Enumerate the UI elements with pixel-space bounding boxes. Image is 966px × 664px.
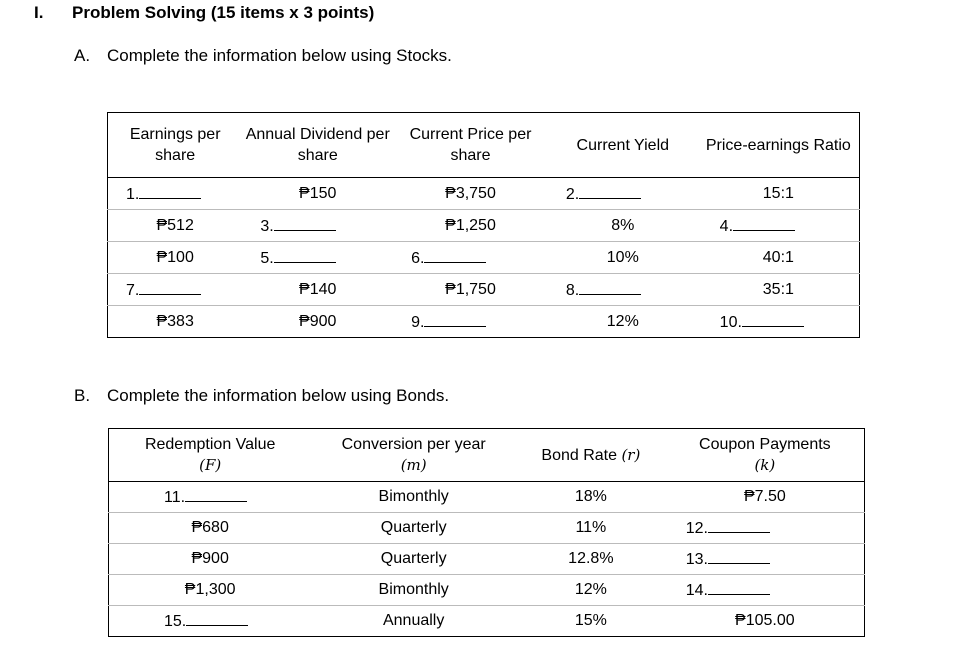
table-cell: 18% [516,482,666,513]
header-pe-ratio: Price-earnings Ratio [698,113,860,178]
table-row [109,544,865,575]
table-cell: ₱150 [242,178,393,210]
header-label: Bond Rate [541,446,617,464]
answer-blank [242,242,393,274]
answer-blank [548,178,698,210]
answer-blank [242,210,393,242]
heading-number: I. [34,3,44,22]
table-cell: 10% [548,242,698,274]
table-cell: ₱140 [242,274,393,306]
answer-blank [698,306,860,338]
table-cell: ₱900 [242,306,393,338]
item-number: 15. [164,613,187,630]
item-number: 14. [685,582,708,599]
section-a-text: Complete the information below using Stocks. [107,46,452,65]
heading-text: Problem Solving (15 items x 3 points) [72,3,375,22]
answer-blank [109,482,312,513]
header-coupon-payments [666,429,865,482]
section-a-letter: A. [74,46,91,65]
item-number: 8. [565,281,580,299]
answer-line[interactable] [733,216,795,231]
answer-blank [666,575,865,606]
item-number: 12. [685,520,708,537]
answer-line[interactable] [186,611,248,626]
table-cell: 40:1 [698,242,860,274]
answer-line[interactable] [139,280,201,295]
table-cell: ₱680 [109,513,312,544]
answer-line[interactable] [274,248,336,263]
item-number: 7. [126,281,140,299]
answer-line[interactable] [708,549,770,564]
table-cell: 35:1 [698,274,860,306]
answer-line[interactable] [708,580,770,595]
table-row [108,210,860,242]
header-label: Redemption Value [144,435,276,453]
header-variable: (m) [400,455,427,474]
item-number: 13. [685,551,708,568]
header-annual-dividend: Annual Dividend per share [242,113,393,178]
table-cell: ₱1,250 [393,210,548,242]
item-number: 10. [719,313,742,331]
answer-line[interactable] [579,184,641,199]
table-cell: ₱1,300 [109,575,312,606]
table-cell: ₱100 [108,242,243,274]
item-number: 1. [126,185,140,203]
table-cell: ₱383 [108,306,243,338]
item-number: 9. [411,313,425,331]
header-earnings-per-share: Earnings per share [108,113,243,178]
table-cell: Quarterly [311,513,516,544]
table-cell: 12.8% [516,544,666,575]
table-cell: 12% [516,575,666,606]
section-b-text: Complete the information below using Bonds. [107,386,450,405]
answer-blank [666,513,865,544]
table-cell: Bimonthly [311,482,516,513]
table-cell: 8% [548,210,698,242]
table-cell: ₱512 [108,210,243,242]
answer-blank [108,274,243,306]
header-current-yield: Current Yield [548,113,698,178]
stocks-table [107,112,860,338]
table-row [109,575,865,606]
table-cell: ₱105.00 [666,606,865,637]
header-current-price: Current Price per share [393,113,548,178]
answer-line[interactable] [424,248,486,263]
item-number: 6. [411,249,425,267]
header-redemption-value [109,429,312,482]
table-row [109,482,865,513]
table-cell: ₱1,750 [393,274,548,306]
table-row [109,513,865,544]
answer-blank [108,178,243,210]
header-bond-rate [516,429,666,482]
section-a-title [74,46,452,66]
answer-blank [393,306,548,338]
table-cell: ₱3,750 [393,178,548,210]
table-cell: ₱7.50 [666,482,865,513]
table-cell: Quarterly [311,544,516,575]
answer-line[interactable] [424,312,486,327]
table-row [108,242,860,274]
header-variable: (r) [621,445,641,464]
page-heading [34,3,374,23]
header-label: Coupon Payments [699,435,831,453]
table-cell: 15:1 [698,178,860,210]
table-cell: Annually [311,606,516,637]
table-cell: 15% [516,606,666,637]
item-number: 2. [565,185,580,203]
answer-blank [698,210,860,242]
item-number: 11. [164,489,186,506]
table-cell: Bimonthly [311,575,516,606]
section-b-letter: B. [74,386,91,405]
table-row [108,306,860,338]
header-conversion-per-year [311,429,516,482]
header-variable: (F) [199,455,222,474]
header-variable: (k) [754,455,776,474]
answer-blank [109,606,312,637]
answer-blank [393,242,548,274]
item-number: 3. [260,217,274,235]
answer-line[interactable] [579,280,641,295]
section-b-title [74,386,449,406]
answer-line[interactable] [708,518,770,533]
table-cell: 12% [548,306,698,338]
table-row [109,606,865,637]
bonds-header-row [109,429,865,482]
answer-line[interactable] [139,184,201,199]
answer-line[interactable] [742,312,804,327]
table-cell: 11% [516,513,666,544]
table-row [108,274,860,306]
answer-line[interactable] [185,487,247,502]
item-number: 4. [719,217,734,235]
table-row [108,178,860,210]
answer-blank [666,544,865,575]
table-cell: ₱900 [109,544,312,575]
answer-line[interactable] [274,216,336,231]
item-number: 5. [260,249,274,267]
bonds-table [108,428,865,637]
stocks-header-row [108,113,860,178]
answer-blank [548,274,698,306]
header-label: Conversion per year [341,435,486,453]
